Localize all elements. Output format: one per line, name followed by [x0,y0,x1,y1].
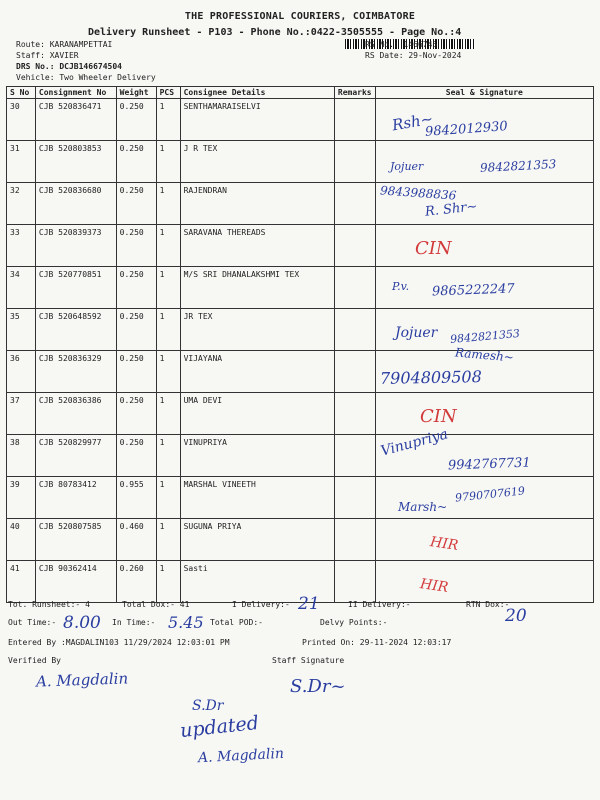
cell-consignment: CJB 520829977 [35,435,116,477]
cell-pcs: 1 [156,519,180,561]
cell-sno: 38 [7,435,36,477]
cell-consignment: CJB 520839373 [35,225,116,267]
cell-remarks [334,267,375,309]
cell-pcs: 1 [156,309,180,351]
handwritten-phone-40: 9790707619 [454,484,526,505]
signature-scribble: Jojuer [390,160,424,173]
cell-remarks [334,561,375,603]
cell-remarks [334,99,375,141]
rtn-dox-label: RTN Dox:- [466,600,510,609]
cell-remarks [334,393,375,435]
signature-scribble: Rsh~ [390,109,435,135]
route-label: Route: KARANAMPETTAI [16,40,113,49]
out-time-label: Out Time:- [8,618,57,627]
col-header-consignee: Consignee Details [180,87,334,99]
cell-remarks [334,225,375,267]
cell-sno: 39 [7,477,36,519]
table-header-row [7,87,594,99]
handwritten-remark-41a: HIR [429,534,460,554]
cell-weight: 0.460 [116,519,156,561]
col-header-signature: Seal & Signature [375,87,593,99]
cell-weight: 0.250 [116,309,156,351]
handwritten-remark-41b: HIR [419,576,450,596]
signature-scribble: S.Dr [192,698,224,714]
cell-consignment: CJB 520770851 [35,267,116,309]
rs-number: RS No.: 1466745 [365,40,438,49]
verified-signature: A. Magdalin [35,669,129,691]
cell-pcs: 1 [156,351,180,393]
cell-consignment: CJB 520836680 [35,183,116,225]
col-header-sno: S No [7,87,36,99]
signature-scribble: A. Magdalin [197,745,285,767]
total-pod-label: Total POD:- [210,618,263,627]
entered-by: Entered By :MAGDALIN103 11/29/2024 12:03:01 PM [8,638,230,647]
cell-pcs: 1 [156,435,180,477]
verified-by-label: Verified By [8,656,61,665]
cell-sno: 31 [7,141,36,183]
cell-weight: 0.250 [116,183,156,225]
cell-consignee: M/S SRI DHANALAKSHMI TEX [180,267,334,309]
cell-consignment: CJB 520803853 [35,141,116,183]
cell-consignment: CJB 80783412 [35,477,116,519]
cell-pcs: 1 [156,561,180,603]
cell-sno: 32 [7,183,36,225]
total-dox: Total Dox:- 41 [122,600,190,609]
updated-note: updated [179,711,260,743]
cell-consignment: CJB 520836329 [35,351,116,393]
signature-scribble: R. Shr~ [424,199,479,220]
cell-sno: 41 [7,561,36,603]
cell-weight: 0.250 [116,435,156,477]
staff-signature-label: Staff Signature [272,656,345,665]
table-row [7,393,594,435]
signature-scribble: Marsh~ [398,500,448,514]
cell-remarks [334,351,375,393]
cell-remarks [334,435,375,477]
cell-sno: 40 [7,519,36,561]
cell-signature [375,393,593,435]
cell-weight: 0.260 [116,561,156,603]
signature-scribble: Jojuer [395,325,438,341]
cell-sno: 37 [7,393,36,435]
printed-on: Printed On: 29-11-2024 12:03:17 [302,638,452,647]
col-header-pcs: PCS [156,87,180,99]
cell-pcs: 1 [156,99,180,141]
handwritten-phone-30: 9842012930 [424,119,509,140]
cell-consignee: SARAVANA THEREADS [180,225,334,267]
vehicle-label: Vehicle: Two Wheeler Delivery [16,73,156,82]
handwritten-remark-37: CIN [420,406,457,427]
cell-weight: 0.250 [116,99,156,141]
cell-signature [375,519,593,561]
cell-pcs: 1 [156,225,180,267]
rs-date: RS Date: 29-Nov-2024 [365,51,462,60]
cell-weight: 0.250 [116,351,156,393]
table-row [7,225,594,267]
tot-runsheet: Tot. Runsheet:- 4 [8,600,90,609]
col-header-remarks: Remarks [334,87,375,99]
in-time-label: In Time:- [112,618,156,627]
handwritten-phone-34: 9865222247 [431,281,515,300]
col-header-weight: Weight [116,87,156,99]
cell-consignee: SENTHAMARAISELVI [180,99,334,141]
signature-scribble: Vinupriya [379,426,450,460]
cell-sno: 30 [7,99,36,141]
cell-pcs: 1 [156,393,180,435]
cell-consignee: VINUPRIYA [180,435,334,477]
cell-pcs: 1 [156,183,180,225]
handwritten-phone-32: 9843988836 [379,183,457,203]
cell-consignment: CJB 520648592 [35,309,116,351]
cell-remarks [334,183,375,225]
rtn-dox-value: 20 [505,606,527,626]
cell-sno: 34 [7,267,36,309]
cell-remarks [334,309,375,351]
cell-weight: 0.250 [116,393,156,435]
cell-signature [375,225,593,267]
cell-consignment: CJB 520836471 [35,99,116,141]
staff-signature-scribble: S.Dr~ [290,676,346,697]
cell-sno: 36 [7,351,36,393]
table-row [7,519,594,561]
cell-sno: 35 [7,309,36,351]
cell-remarks [334,477,375,519]
table-row [7,183,594,225]
cell-pcs: 1 [156,267,180,309]
in-time-value: 5.45 [168,613,204,632]
cell-sno: 33 [7,225,36,267]
handwritten-phone-36: 7904809508 [379,367,482,388]
signature-scribble: P.v. [392,280,410,293]
cell-pcs: 1 [156,477,180,519]
col-header-consignment: Consignment No [35,87,116,99]
cell-consignee: SUGUNA PRIYA [180,519,334,561]
cell-pcs: 1 [156,141,180,183]
delvy-points-label: Delvy Points:- [320,618,388,627]
ii-delivery-label: II Delivery:- [348,600,411,609]
out-time-value: 8.00 [63,613,101,633]
cell-consignee: UMA DEVI [180,393,334,435]
cell-signature [375,561,593,603]
handwritten-phone-35: 9842821353 [449,326,521,347]
cell-consignee: MARSHAL VINEETH [180,477,334,519]
cell-consignee: Sasti [180,561,334,603]
cell-consignee: J R TEX [180,141,334,183]
staff-label: Staff: XAVIER [16,51,79,60]
cell-consignee: RAJENDRAN [180,183,334,225]
cell-consignment: CJB 520836386 [35,393,116,435]
cell-consignee: VIJAYANA [180,351,334,393]
i-delivery-value: 21 [298,594,320,614]
drs-number: DRS No.: DCJB146674504 [16,62,122,71]
cell-remarks [334,141,375,183]
cell-weight: 0.250 [116,267,156,309]
cell-consignment: CJB 90362414 [35,561,116,603]
signature-scribble: Ramesh~ [454,345,515,365]
handwritten-remark-33: CIN [415,238,452,259]
document-subtitle: Delivery Runsheet - P103 - Phone No.:0422-3505555 - Page No.:4 [88,27,462,38]
handwritten-phone-31: 9842821353 [479,157,557,175]
document-title: THE PROFESSIONAL COURIERS, COIMBATORE [184,11,416,22]
cell-consignee: JR TEX [180,309,334,351]
cell-weight: 0.250 [116,225,156,267]
cell-consignment: CJB 520807585 [35,519,116,561]
i-delivery-label: I Delivery:- [232,600,290,609]
cell-weight: 0.955 [116,477,156,519]
cell-remarks [334,519,375,561]
handwritten-phone-39: 9942767731 [447,455,531,474]
cell-weight: 0.250 [116,141,156,183]
